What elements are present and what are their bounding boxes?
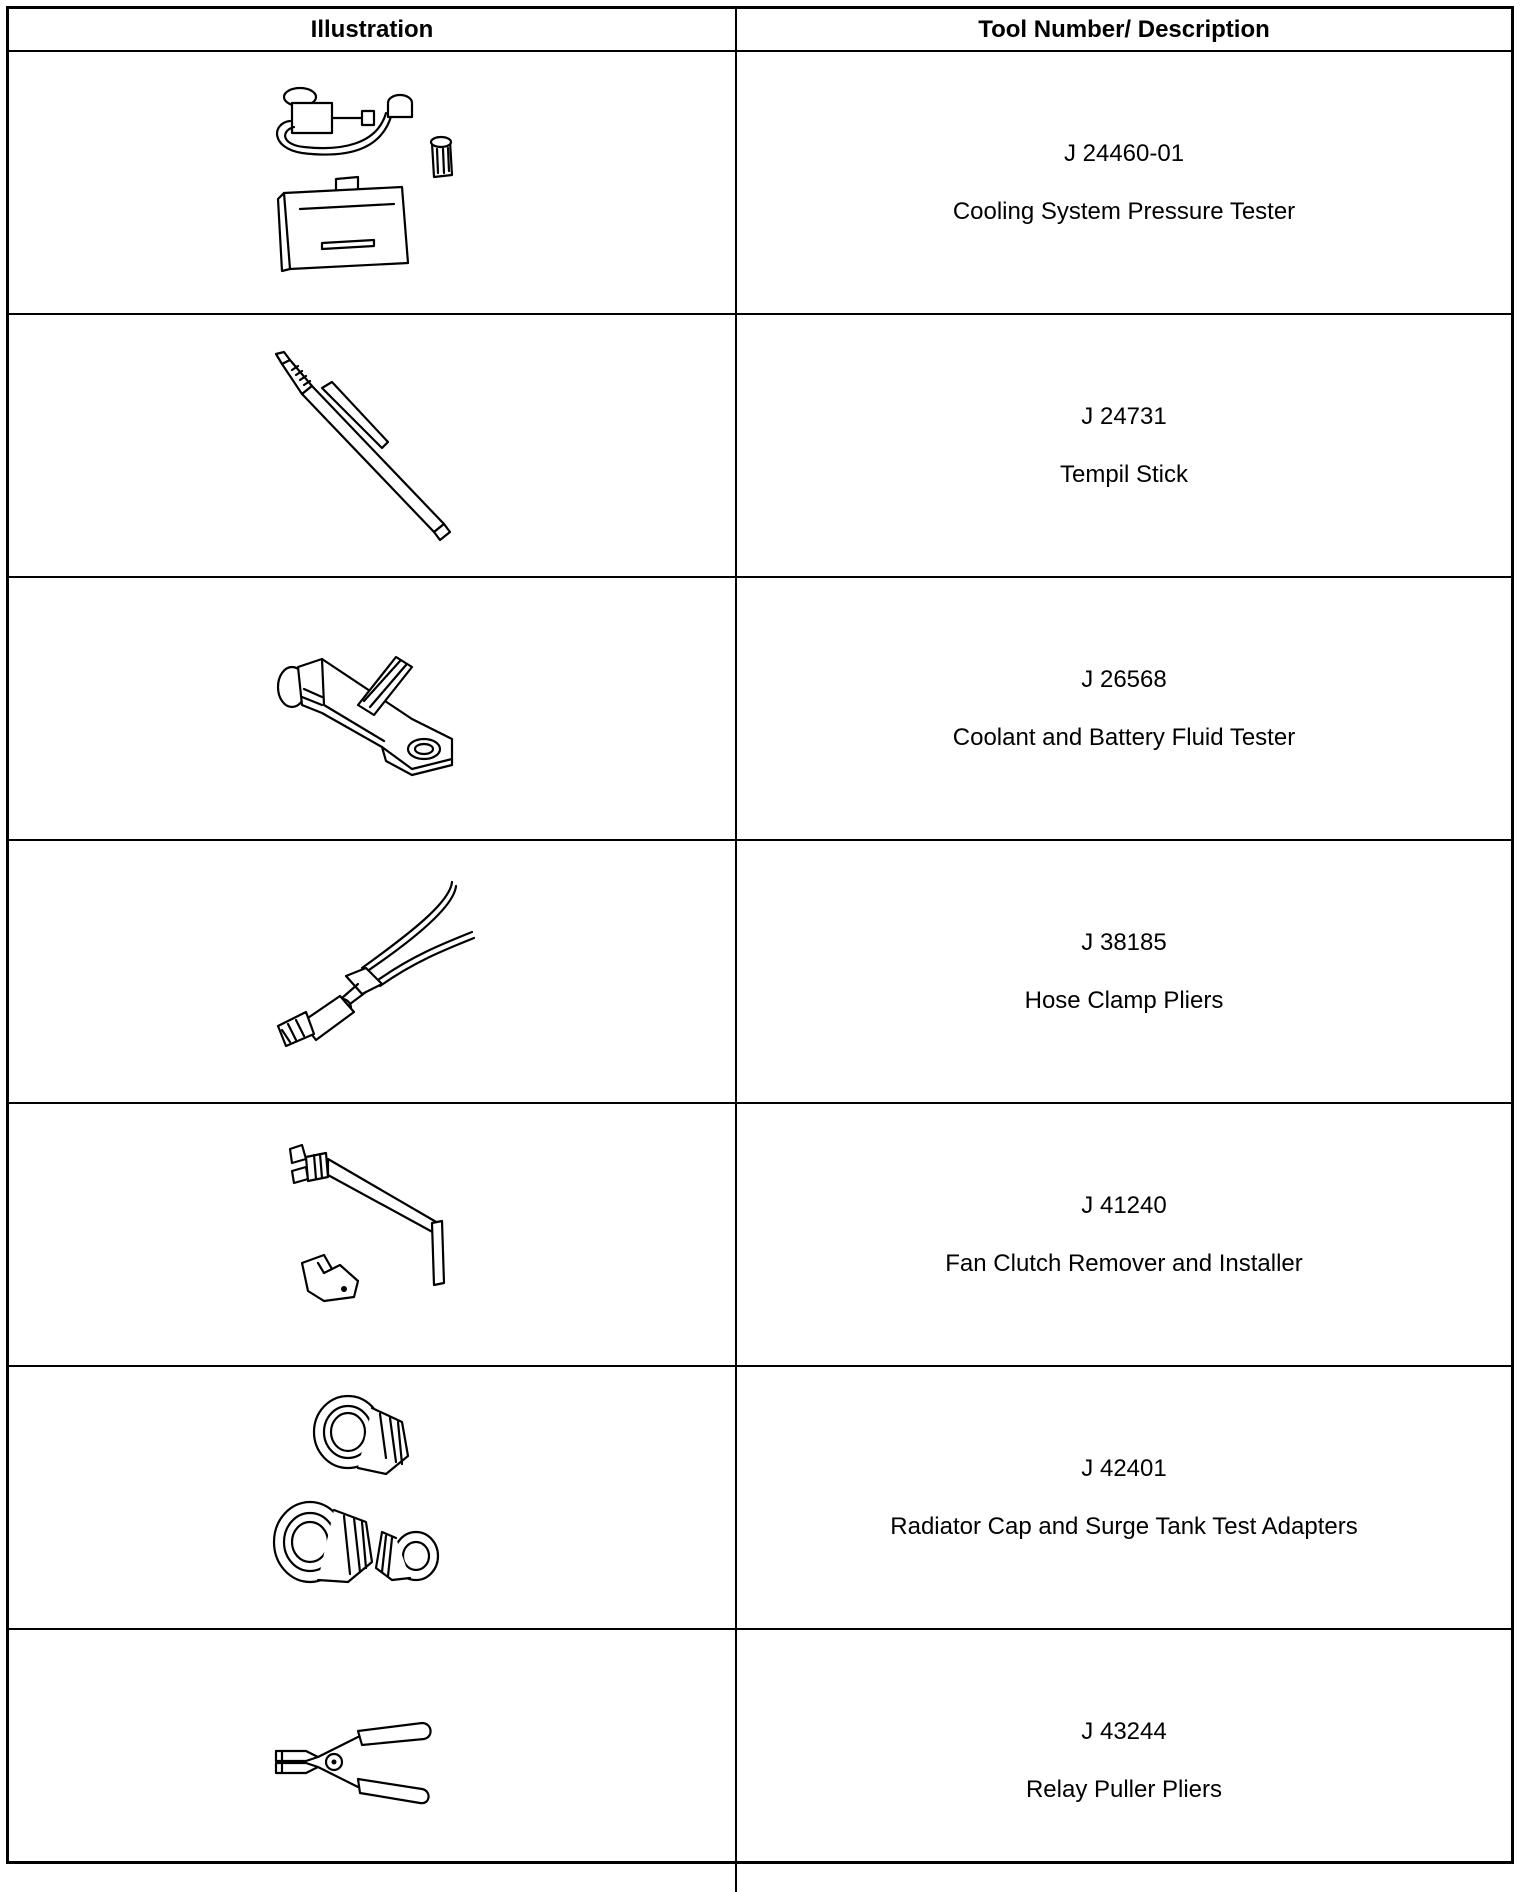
tool-number: J 38185: [1081, 928, 1167, 956]
hose-clamp-pliers-icon: [262, 872, 482, 1072]
tool-number: J 41240: [1081, 1191, 1167, 1219]
illustration-cell: [9, 1366, 736, 1629]
description-header: Tool Number/ Description: [736, 9, 1511, 51]
tool-table-frame: [6, 6, 1514, 1864]
tool-name: Hose Clamp Pliers: [1024, 986, 1224, 1014]
description-cell: [736, 51, 1511, 314]
illustration-header: Illustration: [9, 9, 736, 51]
description-cell: [736, 840, 1511, 1103]
fluid-tester-icon: [262, 609, 482, 809]
table-row: [9, 1103, 1511, 1366]
tool-name: Radiator Cap and Surge Tank Test Adapters: [890, 1512, 1358, 1540]
tool-number: J 26568: [1081, 665, 1167, 693]
illustration-cell: [9, 314, 736, 577]
special-tools-table: [9, 9, 1511, 1892]
tool-number: J 24731: [1081, 402, 1167, 430]
table-row: [9, 840, 1511, 1103]
illustration-cell: [9, 1103, 736, 1366]
description-cell: [736, 1103, 1511, 1366]
illustration-cell: [9, 577, 736, 840]
relay-puller-pliers-icon: [262, 1701, 482, 1821]
fan-clutch-tool-icon: [262, 1135, 482, 1335]
table-row: [9, 1629, 1511, 1892]
pressure-tester-icon: [262, 83, 482, 283]
table-row: [9, 1366, 1511, 1629]
illustration-cell: [9, 51, 736, 314]
tool-name: Fan Clutch Remover and Installer: [945, 1249, 1303, 1277]
test-adapters-icon: [262, 1388, 482, 1608]
illustration-cell: [9, 840, 736, 1103]
description-cell: [736, 1366, 1511, 1629]
tool-number: J 43244: [1081, 1718, 1167, 1745]
tool-name: Coolant and Battery Fluid Tester: [952, 723, 1296, 751]
description-cell: [736, 577, 1511, 840]
table-header-row: [9, 9, 1511, 51]
description-cell: [736, 314, 1511, 577]
tool-name: Cooling System Pressure Tester: [952, 197, 1296, 225]
table-row: [9, 577, 1511, 840]
description-cell: [736, 1629, 1511, 1892]
tool-name: Tempil Stick: [1059, 460, 1189, 488]
table-row: [9, 314, 1511, 577]
tool-name: Relay Puller Pliers: [1025, 1776, 1223, 1803]
illustration-cell: [9, 1629, 736, 1892]
table-row: [9, 51, 1511, 314]
tool-number: J 42401: [1081, 1454, 1167, 1482]
tool-number: J 24460-01: [1063, 139, 1185, 167]
tempil-stick-icon: [262, 346, 482, 546]
